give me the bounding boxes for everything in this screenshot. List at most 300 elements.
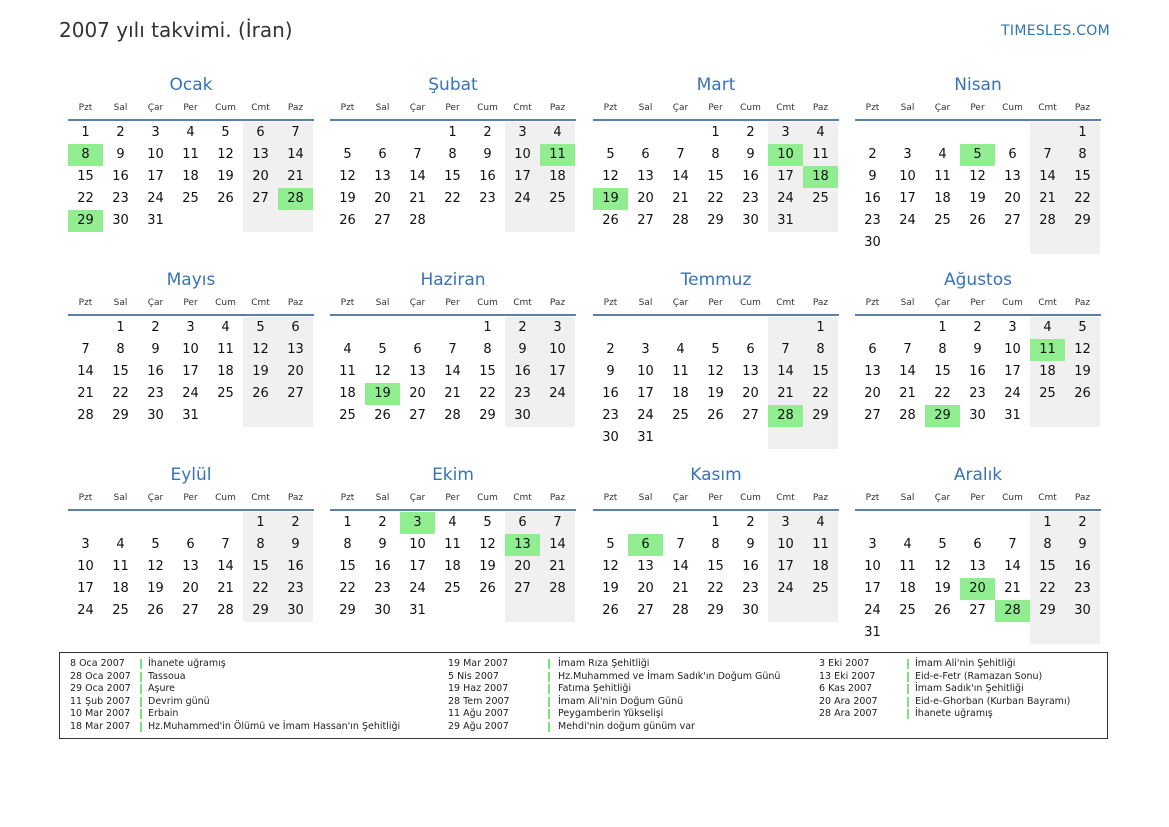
empty-cell [768,427,803,449]
day-cell: 1 [938,320,947,335]
day-cell: 13 [505,534,540,556]
day-cell: 25 [540,188,575,210]
day-cell: 11 [803,144,838,166]
holiday-name: İmam Sadık'ın Şehitliği [915,683,1024,695]
day-cell: 3 [151,125,160,140]
day-cell: 1 [343,515,352,530]
empty-cell [435,317,470,339]
holiday-name: Eid-e-Ghorban (Kurban Bayramı) [915,695,1071,707]
day-cell: 20 [1004,191,1021,206]
holiday-date: 11 Ağu 2007 [448,708,509,720]
weekday-label: Cmt [1038,298,1057,308]
day-cell: 4 [803,512,838,534]
empty-cell [208,405,243,427]
holiday-name: Eid-e-Fetr (Ramazan Sonu) [915,670,1043,682]
weekday-header [330,487,576,509]
holiday-date: 5 Nis 2007 [448,670,499,682]
day-cell: 9 [973,342,982,357]
day-cell: 21 [409,191,426,206]
weekday-label: Per [970,103,985,113]
day-cell: 15 [112,364,129,379]
day-cell: 15 [1065,166,1100,188]
day-cell: 2 [606,342,615,357]
day-cell: 18 [540,166,575,188]
empty-cell [208,512,243,534]
day-cell: 24 [637,408,654,423]
day-cell: 28 [540,578,575,600]
day-cell: 13 [278,339,313,361]
day-cell: 28 [409,213,426,228]
holiday-marker [907,697,909,707]
day-cell: 27 [969,603,986,618]
day-cell: 15 [243,556,278,578]
day-cell: 20 [742,386,759,401]
month-divider [593,509,839,511]
day-cell: 2 [505,317,540,339]
day-cell: 23 [147,386,164,401]
day-cell: 17 [147,169,164,184]
month-block [68,268,314,427]
holiday-date: 3 Eki 2007 [819,658,870,669]
day-cell: 12 [602,169,619,184]
weekday-label: Cmt [251,493,270,503]
day-cell: 31 [409,603,426,618]
day-cell: 7 [221,537,230,552]
weekday-label: Cmt [251,298,270,308]
day-cell: 6 [243,122,278,144]
month-block [593,73,839,232]
day-cell: 14 [444,364,461,379]
holiday-name: İhanete uğramış [148,658,226,669]
day-cell: 28 [672,213,689,228]
holiday-date: 28 Ara 2007 [819,708,878,720]
day-cell: 6 [1008,147,1017,162]
day-cell: 10 [1004,342,1021,357]
weekday-label: Çar [934,103,951,113]
day-cell: 6 [505,512,540,534]
day-cell: 18 [339,386,356,401]
day-cell: 29 [1030,600,1065,622]
day-cell: 18 [899,581,916,596]
day-cell: 22 [77,191,94,206]
day-cell: 1 [711,515,720,530]
weekday-label: Sal [375,103,390,113]
empty-cell [768,317,803,339]
holiday-marker [548,722,550,732]
empty-cell [1030,405,1065,427]
day-cell: 12 [479,537,496,552]
day-cell: 18 [112,581,129,596]
month-divider [68,509,314,511]
day-cell: 17 [77,581,94,596]
holiday-date: 6 Kas 2007 [819,683,873,695]
day-cell: 18 [1030,361,1065,383]
weekday-label: Per [445,493,460,503]
empty-cell [663,317,698,339]
day-cell: 30 [505,405,540,427]
day-cell: 10 [768,534,803,556]
day-cell: 12 [969,169,986,184]
day-cell: 3 [641,342,650,357]
weekday-label: Cum [477,103,498,113]
holiday-date: 13 Eki 2007 [819,670,876,682]
day-cell: 26 [217,191,234,206]
weekday-header [593,487,839,509]
day-grid [68,512,314,622]
day-cell: 29 [243,600,278,622]
empty-cell [68,317,103,339]
page-title: 2007 yılı takvimi. (İran) [59,18,293,42]
weekday-label: Paz [287,493,304,503]
day-cell: 12 [339,169,356,184]
day-cell: 19 [969,191,986,206]
empty-cell [855,317,890,339]
day-cell: 16 [1065,556,1100,578]
day-cell: 4 [540,122,575,144]
weekday-label: Paz [549,103,566,113]
day-cell: 10 [768,144,803,166]
empty-cell [995,622,1030,644]
day-cell: 24 [540,383,575,405]
day-cell: 13 [1004,169,1021,184]
weekday-label: Sal [638,103,653,113]
day-cell: 26 [374,408,391,423]
month-divider [855,509,1101,511]
day-cell: 15 [803,361,838,383]
month-name: Ağustos [944,270,1012,290]
day-cell: 8 [1030,534,1065,556]
day-cell: 24 [182,386,199,401]
day-cell: 24 [768,578,803,600]
day-cell: 19 [479,559,496,574]
day-cell: 23 [742,581,759,596]
day-cell: 2 [973,320,982,335]
day-cell: 30 [147,408,164,423]
weekday-label: Paz [812,103,829,113]
day-cell: 20 [374,191,391,206]
weekday-label: Per [445,298,460,308]
month-name: Mart [696,75,736,95]
weekday-label: Paz [549,298,566,308]
weekday-label: Cum [1002,103,1023,113]
weekday-label: Sal [375,298,390,308]
day-cell: 11 [803,534,838,556]
day-cell: 22 [707,191,724,206]
day-cell: 13 [409,364,426,379]
day-cell: 25 [803,578,838,600]
day-cell: 23 [505,383,540,405]
day-cell: 8 [343,537,352,552]
holiday-marker [140,722,142,732]
day-cell: 23 [479,191,496,206]
day-cell: 22 [803,383,838,405]
weekday-label: Paz [812,493,829,503]
day-cell: 30 [602,430,619,445]
empty-cell [890,317,925,339]
weekday-label: Per [970,298,985,308]
weekday-header [855,292,1101,314]
day-cell: 25 [339,408,356,423]
empty-cell [505,600,540,622]
day-cell: 19 [217,169,234,184]
day-cell: 22 [444,191,461,206]
day-cell: 25 [672,408,689,423]
day-cell: 30 [742,213,759,228]
day-cell: 20 [637,581,654,596]
day-cell: 8 [938,342,947,357]
day-cell: 9 [505,339,540,361]
empty-cell [803,427,838,449]
month-name: Eylül [170,465,212,485]
day-cell: 9 [1065,534,1100,556]
month-block [68,463,314,622]
weekday-label: Cmt [1038,103,1057,113]
day-cell: 27 [637,603,654,618]
day-cell: 20 [960,578,995,600]
weekday-label: Pzt [865,103,880,113]
day-cell: 5 [343,147,352,162]
weekday-header [593,97,839,119]
brand-link[interactable]: TIMESLES.COM [1001,23,1110,39]
empty-cell [470,210,505,232]
month-divider [68,119,314,121]
day-cell: 25 [182,191,199,206]
month-block [855,268,1101,427]
weekday-label: Pzt [78,103,93,113]
day-cell: 2 [378,515,387,530]
empty-cell [540,210,575,232]
day-cell: 22 [479,386,496,401]
day-grid [68,317,314,427]
day-cell: 7 [413,147,422,162]
day-cell: 15 [934,364,951,379]
month-block [330,463,576,622]
day-cell: 16 [864,191,881,206]
day-cell: 17 [864,581,881,596]
day-cell: 10 [864,559,881,574]
day-cell: 27 [182,603,199,618]
empty-cell [1030,232,1065,254]
day-cell: 17 [409,559,426,574]
day-cell: 18 [672,386,689,401]
holiday-marker [907,659,909,669]
day-cell: 6 [868,342,877,357]
day-cell: 26 [934,603,951,618]
holiday-date: 28 Tem 2007 [448,695,510,707]
day-cell: 27 [742,408,759,423]
day-cell: 30 [864,235,881,250]
day-cell: 24 [864,603,881,618]
empty-cell [698,317,733,339]
empty-cell [803,210,838,232]
day-cell: 7 [676,537,685,552]
weekday-label: Cum [215,493,236,503]
day-cell: 23 [278,578,313,600]
day-cell: 1 [1065,122,1100,144]
weekday-label: Paz [1074,493,1091,503]
weekday-label: Çar [147,298,164,308]
empty-cell [1030,122,1065,144]
day-cell: 9 [868,169,877,184]
weekday-label: Çar [934,493,951,503]
day-cell: 31 [768,210,803,232]
empty-cell [995,122,1030,144]
day-cell: 30 [374,603,391,618]
day-cell: 5 [938,537,947,552]
empty-cell [505,210,540,232]
day-cell: 6 [378,147,387,162]
day-cell: 18 [934,191,951,206]
day-cell: 6 [973,537,982,552]
day-cell: 15 [707,169,724,184]
empty-cell [925,122,960,144]
weekday-header [593,292,839,314]
day-cell: 22 [934,386,951,401]
empty-cell [960,512,995,534]
empty-cell [663,122,698,144]
day-cell: 14 [278,144,313,166]
day-cell: 3 [768,122,803,144]
weekday-label: Sal [900,298,915,308]
weekday-label: Pzt [865,298,880,308]
day-cell: 4 [186,125,195,140]
day-cell: 19 [602,581,619,596]
day-cell: 10 [899,169,916,184]
day-cell: 19 [1065,361,1100,383]
day-cell: 20 [243,166,278,188]
day-cell: 25 [934,213,951,228]
holiday-name: Mehdi'nin doğum günüm var [558,720,695,732]
day-cell: 24 [77,603,94,618]
weekday-label: Pzt [603,493,618,503]
empty-cell [1030,622,1065,644]
day-cell: 13 [637,169,654,184]
day-cell: 21 [899,386,916,401]
empty-cell [768,600,803,622]
day-cell: 20 [505,556,540,578]
day-cell: 23 [112,191,129,206]
day-cell: 6 [628,534,663,556]
day-cell: 10 [182,342,199,357]
day-cell: 16 [374,559,391,574]
day-cell: 20 [182,581,199,596]
empty-cell [1065,405,1100,427]
day-cell: 21 [672,581,689,596]
weekday-label: Çar [409,493,426,503]
day-cell: 17 [540,361,575,383]
day-cell: 18 [803,166,838,188]
day-cell: 22 [339,581,356,596]
holiday-name: Devrim günü [148,695,210,707]
day-cell: 19 [934,581,951,596]
holiday-name: Hz.Muhammed ve İmam Sadık'ın Doğum Günü [558,670,781,682]
day-cell: 29 [925,405,960,427]
empty-cell [540,405,575,427]
empty-cell [925,232,960,254]
day-cell: 24 [768,188,803,210]
weekday-label: Cum [740,103,761,113]
day-cell: 22 [112,386,129,401]
empty-cell [628,317,663,339]
holiday-marker [907,684,909,694]
day-cell: 6 [278,317,313,339]
empty-cell [365,317,400,339]
month-divider [855,314,1101,316]
day-cell: 1 [711,125,720,140]
day-cell: 26 [1065,383,1100,405]
day-cell: 10 [147,147,164,162]
day-cell: 11 [217,342,234,357]
day-cell: 29 [1065,210,1100,232]
day-cell: 1 [448,125,457,140]
day-cell: 25 [112,603,129,618]
weekday-label: Paz [1074,103,1091,113]
day-cell: 2 [483,125,492,140]
weekday-header [330,292,576,314]
day-cell: 21 [672,191,689,206]
month-name: Nisan [954,75,1002,95]
holiday-date: 19 Haz 2007 [448,683,509,695]
weekday-header [68,292,314,314]
weekday-header [68,487,314,509]
day-grid [330,122,576,232]
day-cell: 3 [505,122,540,144]
day-cell: 27 [409,408,426,423]
day-cell: 5 [378,342,387,357]
empty-cell [138,512,173,534]
day-cell: 16 [147,364,164,379]
day-grid [330,512,576,622]
month-divider [330,509,576,511]
empty-cell [173,512,208,534]
empty-cell [890,232,925,254]
day-cell: 9 [606,364,615,379]
weekday-label: Sal [900,493,915,503]
holiday-name: İmam Ali'nin Doğum Günü [558,695,684,707]
weekday-label: Sal [375,493,390,503]
holiday-name: Erbain [148,708,179,720]
holiday-date: 19 Mar 2007 [448,658,509,669]
day-cell: 21 [1004,581,1021,596]
day-cell: 3 [400,512,435,534]
day-cell: 16 [602,386,619,401]
weekday-label: Per [708,493,723,503]
weekday-label: Paz [812,298,829,308]
day-cell: 17 [768,166,803,188]
day-cell: 24 [1004,386,1021,401]
empty-cell [663,427,698,449]
day-cell: 10 [409,537,426,552]
month-block [68,73,314,232]
day-cell: 3 [540,317,575,339]
empty-cell [330,122,365,144]
day-cell: 25 [899,603,916,618]
empty-cell [365,122,400,144]
day-cell: 25 [803,188,838,210]
empty-cell [103,512,138,534]
holiday-date: 10 Mar 2007 [70,708,131,720]
holiday-marker [140,684,142,694]
day-cell: 17 [182,364,199,379]
holiday-date: 18 Mar 2007 [70,720,131,732]
empty-cell [68,512,103,534]
weekday-label: Pzt [340,493,355,503]
day-cell: 10 [505,144,540,166]
day-cell: 4 [343,342,352,357]
day-cell: 29 [479,408,496,423]
day-cell: 6 [186,537,195,552]
empty-cell [925,512,960,534]
